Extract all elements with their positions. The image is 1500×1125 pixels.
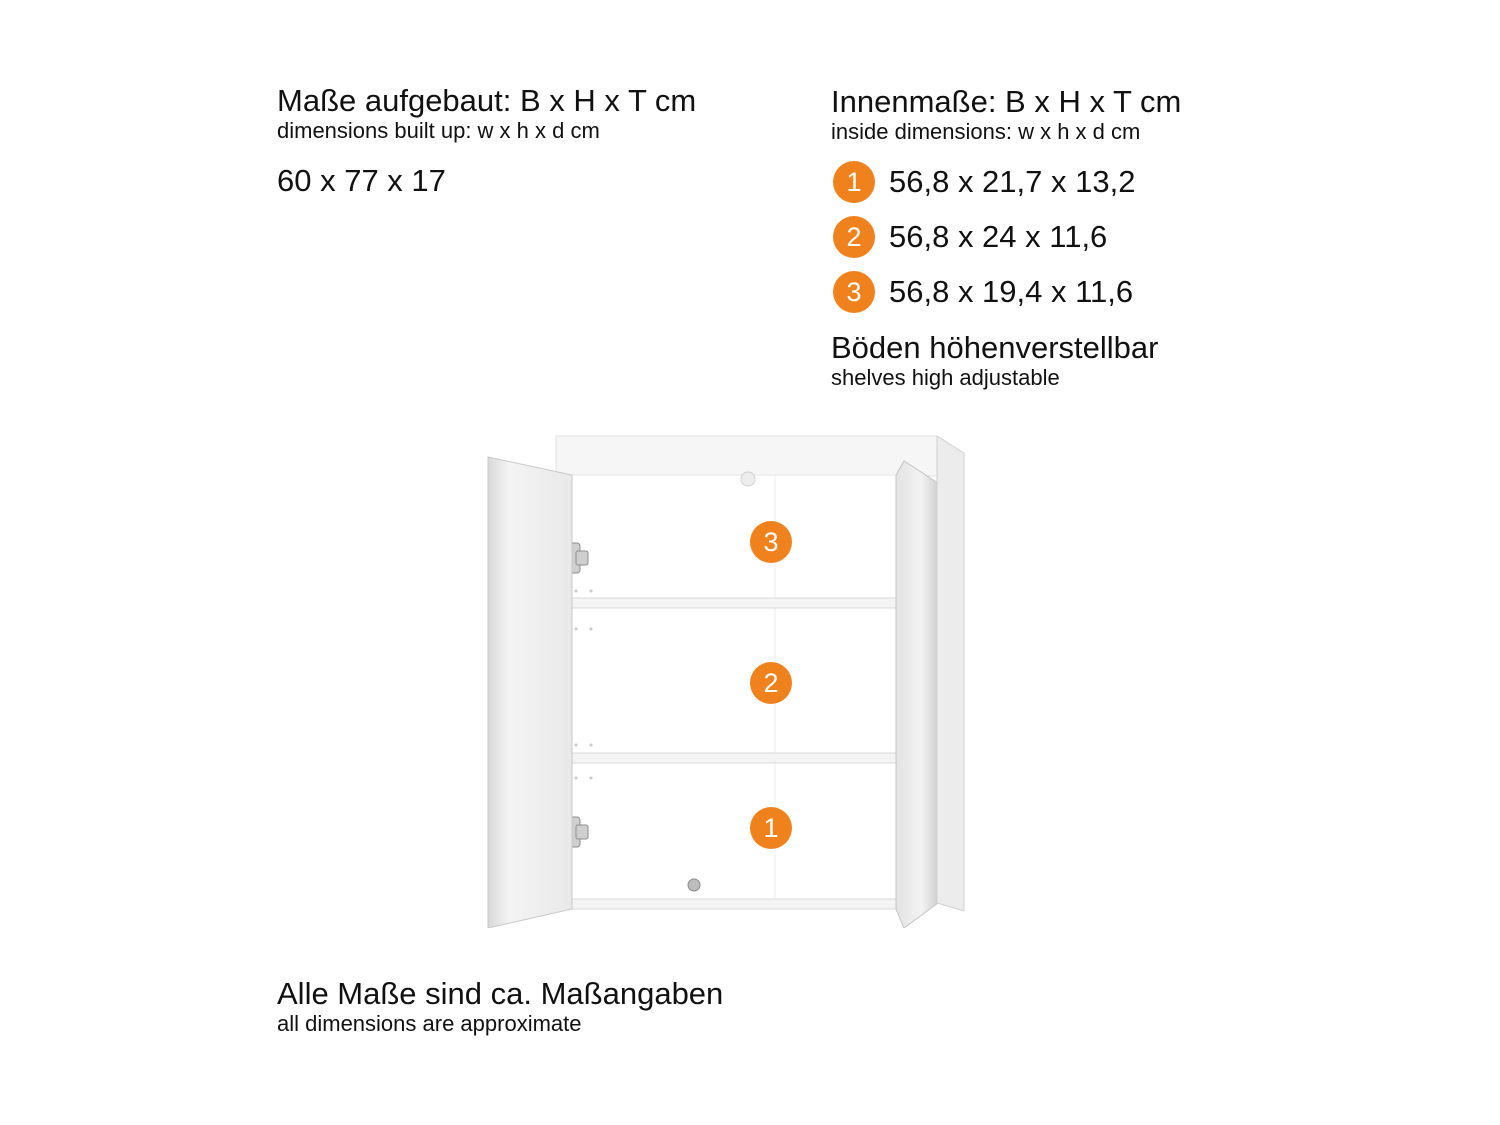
inside-dimensions-subtitle: inside dimensions: w x h x d cm (831, 119, 1141, 144)
compartment-dimensions: 56,8 x 24 x 11,6 (889, 219, 1108, 254)
compartment-number-badge: 1 (833, 161, 875, 203)
approximate-note-section (277, 977, 723, 1037)
approximate-note-subtitle: all dimensions are approximate (277, 1011, 582, 1036)
shelves-title: Böden höhenverstellbar (831, 330, 1159, 365)
inside-dimensions-title: Innenmaße: B x H x T cm (831, 84, 1182, 119)
compartment-row-2 (833, 215, 1107, 259)
compartment-dimensions: 56,8 x 21,7 x 13,2 (889, 164, 1136, 199)
compartment-marker-1: 1 (750, 807, 792, 849)
outer-dimensions-value: 60 x 77 x 17 (277, 163, 446, 198)
compartment-row-3 (833, 270, 1133, 314)
compartment-number-badge: 2 (833, 216, 875, 258)
approximate-note-title: Alle Maße sind ca. Maßangaben (277, 976, 724, 1011)
cabinet-illustration (486, 433, 966, 928)
compartment-row-1 (833, 160, 1135, 204)
compartment-dimensions: 56,8 x 19,4 x 11,6 (889, 274, 1134, 309)
inside-dimensions-section (831, 85, 1181, 145)
shelves-subtitle: shelves high adjustable (831, 365, 1060, 390)
outer-dimensions-subtitle: dimensions built up: w x h x d cm (277, 118, 600, 143)
outer-dimensions-title: Maße aufgebaut: B x H x T cm (277, 83, 697, 118)
shelves-section (831, 331, 1158, 391)
compartment-marker-3: 3 (750, 521, 792, 563)
cabinet-drawing (486, 433, 966, 928)
compartment-marker-2: 2 (750, 662, 792, 704)
compartment-number-badge: 3 (833, 271, 875, 313)
outer-dimensions-section (277, 84, 696, 144)
